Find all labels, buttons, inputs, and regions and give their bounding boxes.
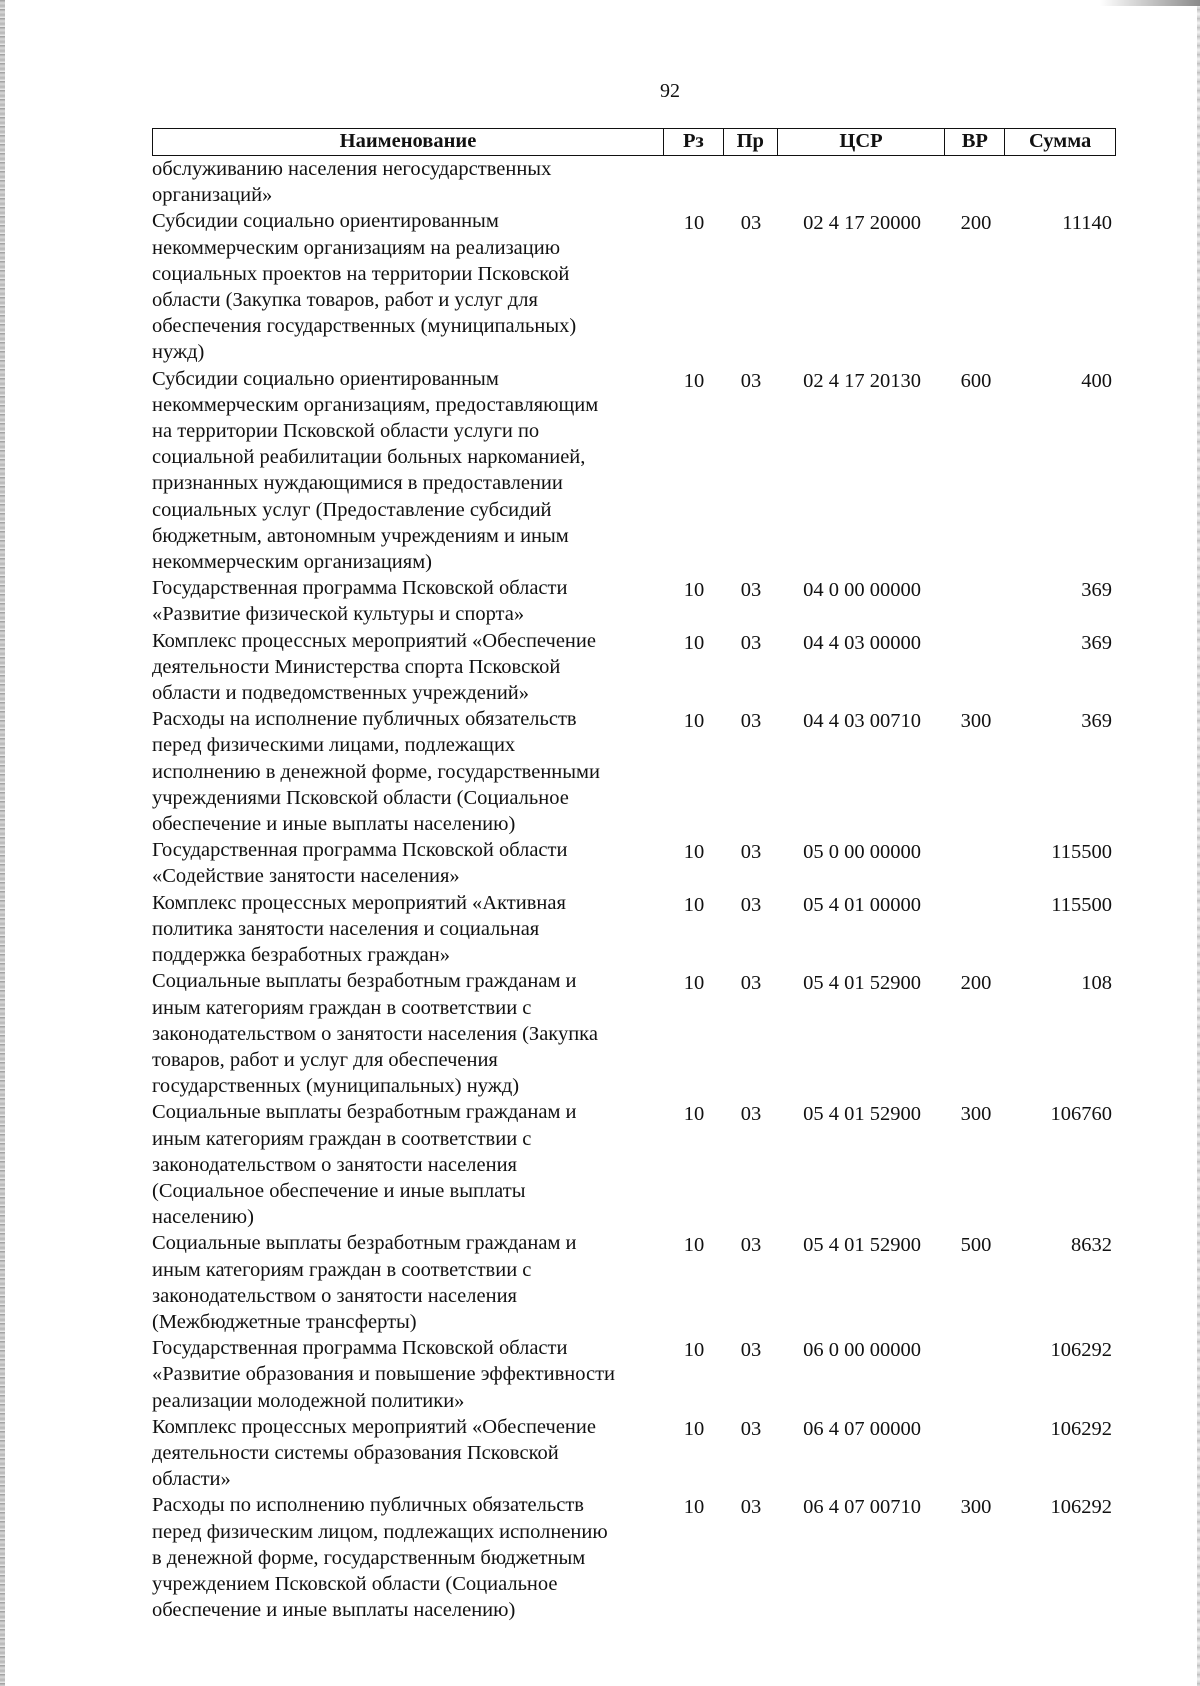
cell-pr: 03 (740, 1496, 762, 1519)
cell-csr: 06 4 07 00000 (803, 1417, 921, 1440)
cell-pr: 03 (740, 1103, 762, 1126)
cell-vr (946, 628, 1006, 707)
header-sum: Сумма (1028, 130, 1092, 152)
cell-vr (946, 575, 1006, 627)
cell-csr: 05 4 01 52900 (803, 1234, 921, 1257)
cell-vr: 200 (960, 212, 992, 235)
cell-name: Социальные выплаты безработным гражданам и иным категориям граждан в соответствии с законодательством о занятости населения (Межбюджетные трансферты) (152, 1232, 577, 1333)
table-row (152, 1230, 1116, 1335)
cell-name: Государственная программа Псковской области «Развитие физической культуры и спорта» (152, 577, 568, 626)
table-row (152, 968, 1116, 1099)
header-pr: Пр (724, 129, 778, 155)
cell-name: обслуживанию населения негосударственных организаций» (152, 158, 552, 207)
table-row (152, 706, 1116, 837)
cell-sum: 106760 (1050, 1103, 1112, 1126)
cell-rz: 10 (683, 631, 705, 654)
cell-csr (778, 156, 946, 208)
cell-sum: 106292 (1050, 1339, 1112, 1362)
cell-name: Расходы на исполнение публичных обязательств перед физическими лицами, подлежащих исполнению в денежной форме, государственными учреждениями Псковской области (Социальное обеспечение и иные выплаты населению) (152, 708, 600, 836)
budget-table (152, 128, 1116, 1623)
cell-vr: 300 (960, 1103, 992, 1126)
cell-vr: 600 (960, 369, 992, 392)
cell-sum: 115500 (1051, 893, 1112, 916)
table-row (152, 1099, 1116, 1230)
cell-rz (664, 156, 724, 208)
table-row (152, 1492, 1116, 1623)
cell-pr: 03 (740, 631, 762, 654)
cell-sum: 400 (1081, 369, 1112, 392)
cell-csr: 02 4 17 20130 (803, 369, 921, 392)
table-row (152, 1414, 1116, 1493)
cell-pr: 03 (740, 1417, 762, 1440)
table-row (152, 890, 1116, 969)
cell-vr: 300 (960, 710, 992, 733)
cell-rz: 10 (683, 579, 705, 602)
cell-sum: 115500 (1051, 841, 1112, 864)
cell-rz: 10 (683, 212, 705, 235)
table-row (152, 208, 1116, 365)
cell-sum: 369 (1081, 579, 1112, 602)
cell-pr: 03 (740, 212, 762, 235)
header-vr: ВР (945, 129, 1005, 155)
cell-csr: 05 4 01 52900 (803, 972, 921, 995)
page-number: 92 (660, 80, 680, 102)
scan-edge-left (0, 0, 5, 1686)
cell-csr: 05 4 01 00000 (803, 893, 921, 916)
cell-sum (1006, 156, 1116, 208)
table-header (152, 128, 1116, 156)
cell-csr: 04 4 03 00710 (803, 710, 921, 733)
cell-name: Комплекс процессных мероприятий «Обеспечение деятельности системы образования Псковской области» (152, 1415, 596, 1491)
cell-pr (724, 156, 778, 208)
cell-rz: 10 (683, 1103, 705, 1126)
cell-sum: 11140 (1062, 212, 1112, 235)
cell-rz: 10 (683, 893, 705, 916)
cell-vr (946, 1414, 1006, 1493)
table-row (152, 1335, 1116, 1414)
table-body (152, 156, 1116, 1623)
cell-csr: 06 0 00 00000 (803, 1339, 921, 1362)
cell-sum: 108 (1081, 972, 1112, 995)
cell-vr: 500 (960, 1234, 992, 1257)
cell-rz: 10 (683, 972, 705, 995)
header-name: Наименование (153, 129, 664, 155)
cell-name: Социальные выплаты безработным гражданам и иным категориям граждан в соответствии с законодательством о занятости населения (Закупка товаров, работ и услуг для обеспечения государственных (муниципальных) нужд) (152, 970, 598, 1098)
cell-csr: 02 4 17 20000 (803, 212, 921, 235)
table-row (152, 156, 1116, 208)
cell-rz: 10 (683, 1339, 705, 1362)
cell-name: Государственная программа Псковской области «Развитие образования и повышение эффективности реализации молодежной политики» (152, 1337, 616, 1412)
cell-name: Комплекс процессных мероприятий «Обеспечение деятельности Министерства спорта Псковской области и подведомственных учреждений» (152, 629, 596, 705)
cell-sum: 106292 (1050, 1496, 1112, 1519)
cell-vr: 200 (960, 972, 992, 995)
cell-pr: 03 (740, 841, 762, 864)
cell-rz: 10 (683, 1496, 705, 1519)
cell-vr (946, 1335, 1006, 1414)
table-row (152, 837, 1116, 889)
cell-vr (946, 837, 1006, 889)
cell-pr: 03 (740, 1339, 762, 1362)
cell-vr (946, 890, 1006, 969)
cell-rz: 10 (683, 369, 705, 392)
cell-sum: 8632 (1071, 1234, 1112, 1257)
cell-csr: 04 4 03 00000 (803, 631, 921, 654)
cell-rz: 10 (683, 710, 705, 733)
cell-sum: 369 (1081, 631, 1112, 654)
cell-csr: 05 0 00 00000 (803, 841, 921, 864)
header-csr: ЦСР (778, 129, 946, 155)
cell-pr: 03 (740, 972, 762, 995)
scan-edge-corner (1100, 0, 1200, 6)
cell-vr: 300 (960, 1496, 992, 1519)
table-row (152, 628, 1116, 707)
cell-pr: 03 (740, 579, 762, 602)
cell-name: Социальные выплаты безработным гражданам и иным категориям граждан в соответствии с законодательством о занятости населения (Социальное обеспечение и иные выплаты населению) (152, 1101, 577, 1229)
cell-pr: 03 (740, 1234, 762, 1257)
cell-pr: 03 (740, 710, 762, 733)
header-rz: Рз (664, 129, 724, 155)
cell-name: Государственная программа Псковской области «Содействие занятости населения» (152, 839, 568, 888)
cell-pr: 03 (740, 893, 762, 916)
cell-rz: 10 (683, 841, 705, 864)
table-row (152, 575, 1116, 627)
cell-rz: 10 (683, 1417, 705, 1440)
cell-vr (946, 156, 1006, 208)
cell-sum: 106292 (1050, 1417, 1112, 1440)
table-row (152, 366, 1116, 576)
cell-name: Комплекс процессных мероприятий «Активная политика занятости населения и социальная поддержка безработных граждан» (152, 891, 566, 967)
cell-name: Субсидии социально ориентированным некоммерческим организациям, предоставляющим на территории Псковской области услуги по социальной реабилитации больных наркоманией, признанных нуждающимися в предоставлении социальных услуг (Предоставление субсидий бюджетным, автономным учреждениям и иным некоммерческим организациям) (152, 367, 599, 574)
cell-csr: 04 0 00 00000 (803, 579, 921, 602)
cell-name: Субсидии социально ориентированным некоммерческим организациям на реализацию социальных проектов на территории Псковской области (Закупка товаров, работ и услуг для обеспечения государственных (муниципальных) нужд) (152, 210, 577, 364)
cell-csr: 05 4 01 52900 (803, 1103, 921, 1126)
cell-name: Расходы по исполнению публичных обязательств перед физическим лицом, подлежащих исполнению в денежной форме, государственным бюджетным учреждением Псковской области (Социальное обеспечение и иные выплаты населению) (152, 1494, 608, 1622)
cell-sum: 369 (1081, 710, 1112, 733)
cell-pr: 03 (740, 369, 762, 392)
cell-rz: 10 (683, 1234, 705, 1257)
cell-csr: 06 4 07 00710 (803, 1496, 921, 1519)
